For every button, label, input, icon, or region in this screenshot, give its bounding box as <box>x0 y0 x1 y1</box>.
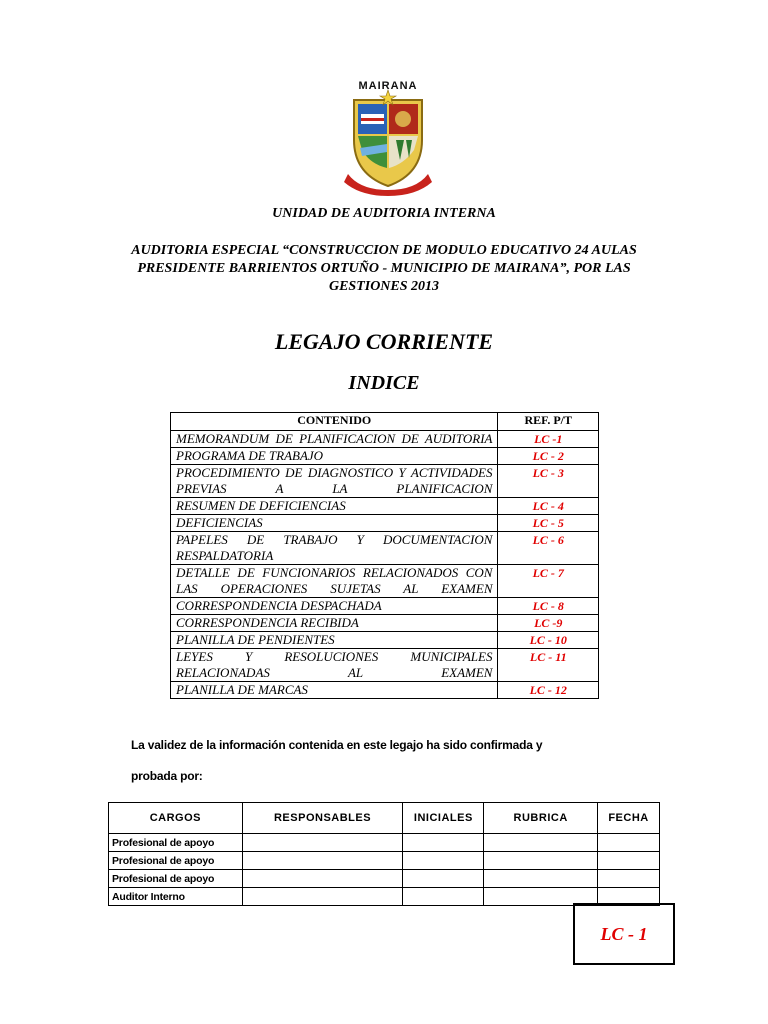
audit-title-line-2: PRESIDENTE BARRIENTOS ORTUÑO - MUNICIPIO DE MAIRANA”, POR LAS <box>137 261 631 276</box>
cargo-cell: Profesional de apoyo <box>109 852 243 870</box>
index-row <box>171 598 599 615</box>
iniciales-cell[interactable] <box>403 888 484 906</box>
index-row-ref: LC - 3 <box>498 465 599 498</box>
index-row-ref: LC -1 <box>498 431 599 448</box>
col-rubrica: RUBRICA <box>484 803 598 834</box>
audit-title-line-1: AUDITORIA ESPECIAL “CONSTRUCCION DE MODULO EDUCATIVO 24 AULAS <box>131 243 637 258</box>
index-row-content: RESUMEN DE DEFICIENCIAS <box>171 498 498 515</box>
index-row <box>171 498 599 515</box>
index-row-content: PROGRAMA DE TRABAJO <box>171 448 498 465</box>
index-row-ref: LC -9 <box>498 615 599 632</box>
validity-statement-line-1: La validez de la información contenida en este legajo ha sido confirmada y <box>131 738 543 752</box>
index-col-content: CONTENIDO <box>171 413 498 431</box>
signature-row <box>109 834 660 852</box>
index-row <box>171 532 599 565</box>
index-row-ref: LC - 8 <box>498 598 599 615</box>
index-row-content: DEFICIENCIAS <box>171 515 498 532</box>
index-row-content: PLANILLA DE PENDIENTES <box>171 632 498 649</box>
rubrica-cell[interactable] <box>484 870 598 888</box>
index-header-row <box>171 413 599 431</box>
col-fecha: FECHA <box>598 803 660 834</box>
index-row-ref: LC - 2 <box>498 448 599 465</box>
responsable-cell[interactable] <box>242 870 403 888</box>
signature-row <box>109 870 660 888</box>
index-row-content: CORRESPONDENCIA DESPACHADA <box>171 598 498 615</box>
index-row <box>171 448 599 465</box>
cargo-cell: Profesional de apoyo <box>109 870 243 888</box>
index-row-ref: LC - 10 <box>498 632 599 649</box>
index-row <box>171 632 599 649</box>
index-row <box>171 431 599 448</box>
cargo-cell: Auditor Interno <box>109 888 243 906</box>
index-row <box>171 615 599 632</box>
index-table <box>170 412 599 699</box>
validity-statement-line-2: probada por: <box>131 769 203 783</box>
index-row <box>171 682 599 699</box>
index-row-content: CORRESPONDENCIA RECIBIDA <box>171 615 498 632</box>
index-row <box>171 565 599 598</box>
iniciales-cell[interactable] <box>403 834 484 852</box>
fecha-cell[interactable] <box>598 870 660 888</box>
iniciales-cell[interactable] <box>403 852 484 870</box>
iniciales-cell[interactable] <box>403 870 484 888</box>
fecha-cell[interactable] <box>598 834 660 852</box>
index-row-content: DETALLE DE FUNCIONARIOS RELACIONADOS CON LAS OPERACIONES SUJETAS AL EXAMEN <box>171 565 498 598</box>
index-row <box>171 649 599 682</box>
index-row <box>171 515 599 532</box>
signature-table <box>108 802 660 906</box>
col-iniciales: INICIALES <box>403 803 484 834</box>
index-row-ref: LC - 5 <box>498 515 599 532</box>
page-subtitle: INDICE <box>348 372 420 394</box>
crest-shield <box>340 78 436 196</box>
audit-title <box>100 242 668 296</box>
responsable-cell[interactable] <box>242 888 403 906</box>
index-col-ref: REF. P/T <box>498 413 599 431</box>
index-row <box>171 465 599 498</box>
index-row-ref: LC - 4 <box>498 498 599 515</box>
unit-heading: UNIDAD DE AUDITORIA INTERNA <box>272 206 496 221</box>
page-reference-label: LC - 1 <box>600 923 648 944</box>
responsable-cell[interactable] <box>242 834 403 852</box>
page-reference-box <box>573 903 675 965</box>
index-row-content: MEMORANDUM DE PLANIFICACION DE AUDITORIA <box>171 431 498 448</box>
audit-title-line-3: GESTIONES 2013 <box>328 279 440 294</box>
index-row-ref: LC - 6 <box>498 532 599 565</box>
rubrica-cell[interactable] <box>484 834 598 852</box>
index-row-content: PAPELES DE TRABAJO Y DOCUMENTACION RESPALDATORIA <box>171 532 498 565</box>
index-row-content: PLANILLA DE MARCAS <box>171 682 498 699</box>
index-row-ref: LC - 7 <box>498 565 599 598</box>
municipal-crest-icon <box>340 78 436 196</box>
index-row-ref: LC - 12 <box>498 682 599 699</box>
col-responsables: RESPONSABLES <box>242 803 403 834</box>
index-row-ref: LC - 11 <box>498 649 599 682</box>
crest-word: MAIRANA <box>358 80 418 92</box>
cargo-cell: Profesional de apoyo <box>109 834 243 852</box>
signature-header-row <box>109 803 660 834</box>
page-title: LEGAJO CORRIENTE <box>274 329 494 354</box>
index-row-content: PROCEDIMIENTO DE DIAGNOSTICO Y ACTIVIDADES PREVIAS A LA PLANIFICACION <box>171 465 498 498</box>
index-row-content: LEYES Y RESOLUCIONES MUNICIPALES RELACIONADAS AL EXAMEN <box>171 649 498 682</box>
col-cargos: CARGOS <box>109 803 243 834</box>
responsable-cell[interactable] <box>242 852 403 870</box>
signature-row <box>109 852 660 870</box>
rubrica-cell[interactable] <box>484 852 598 870</box>
fecha-cell[interactable] <box>598 852 660 870</box>
